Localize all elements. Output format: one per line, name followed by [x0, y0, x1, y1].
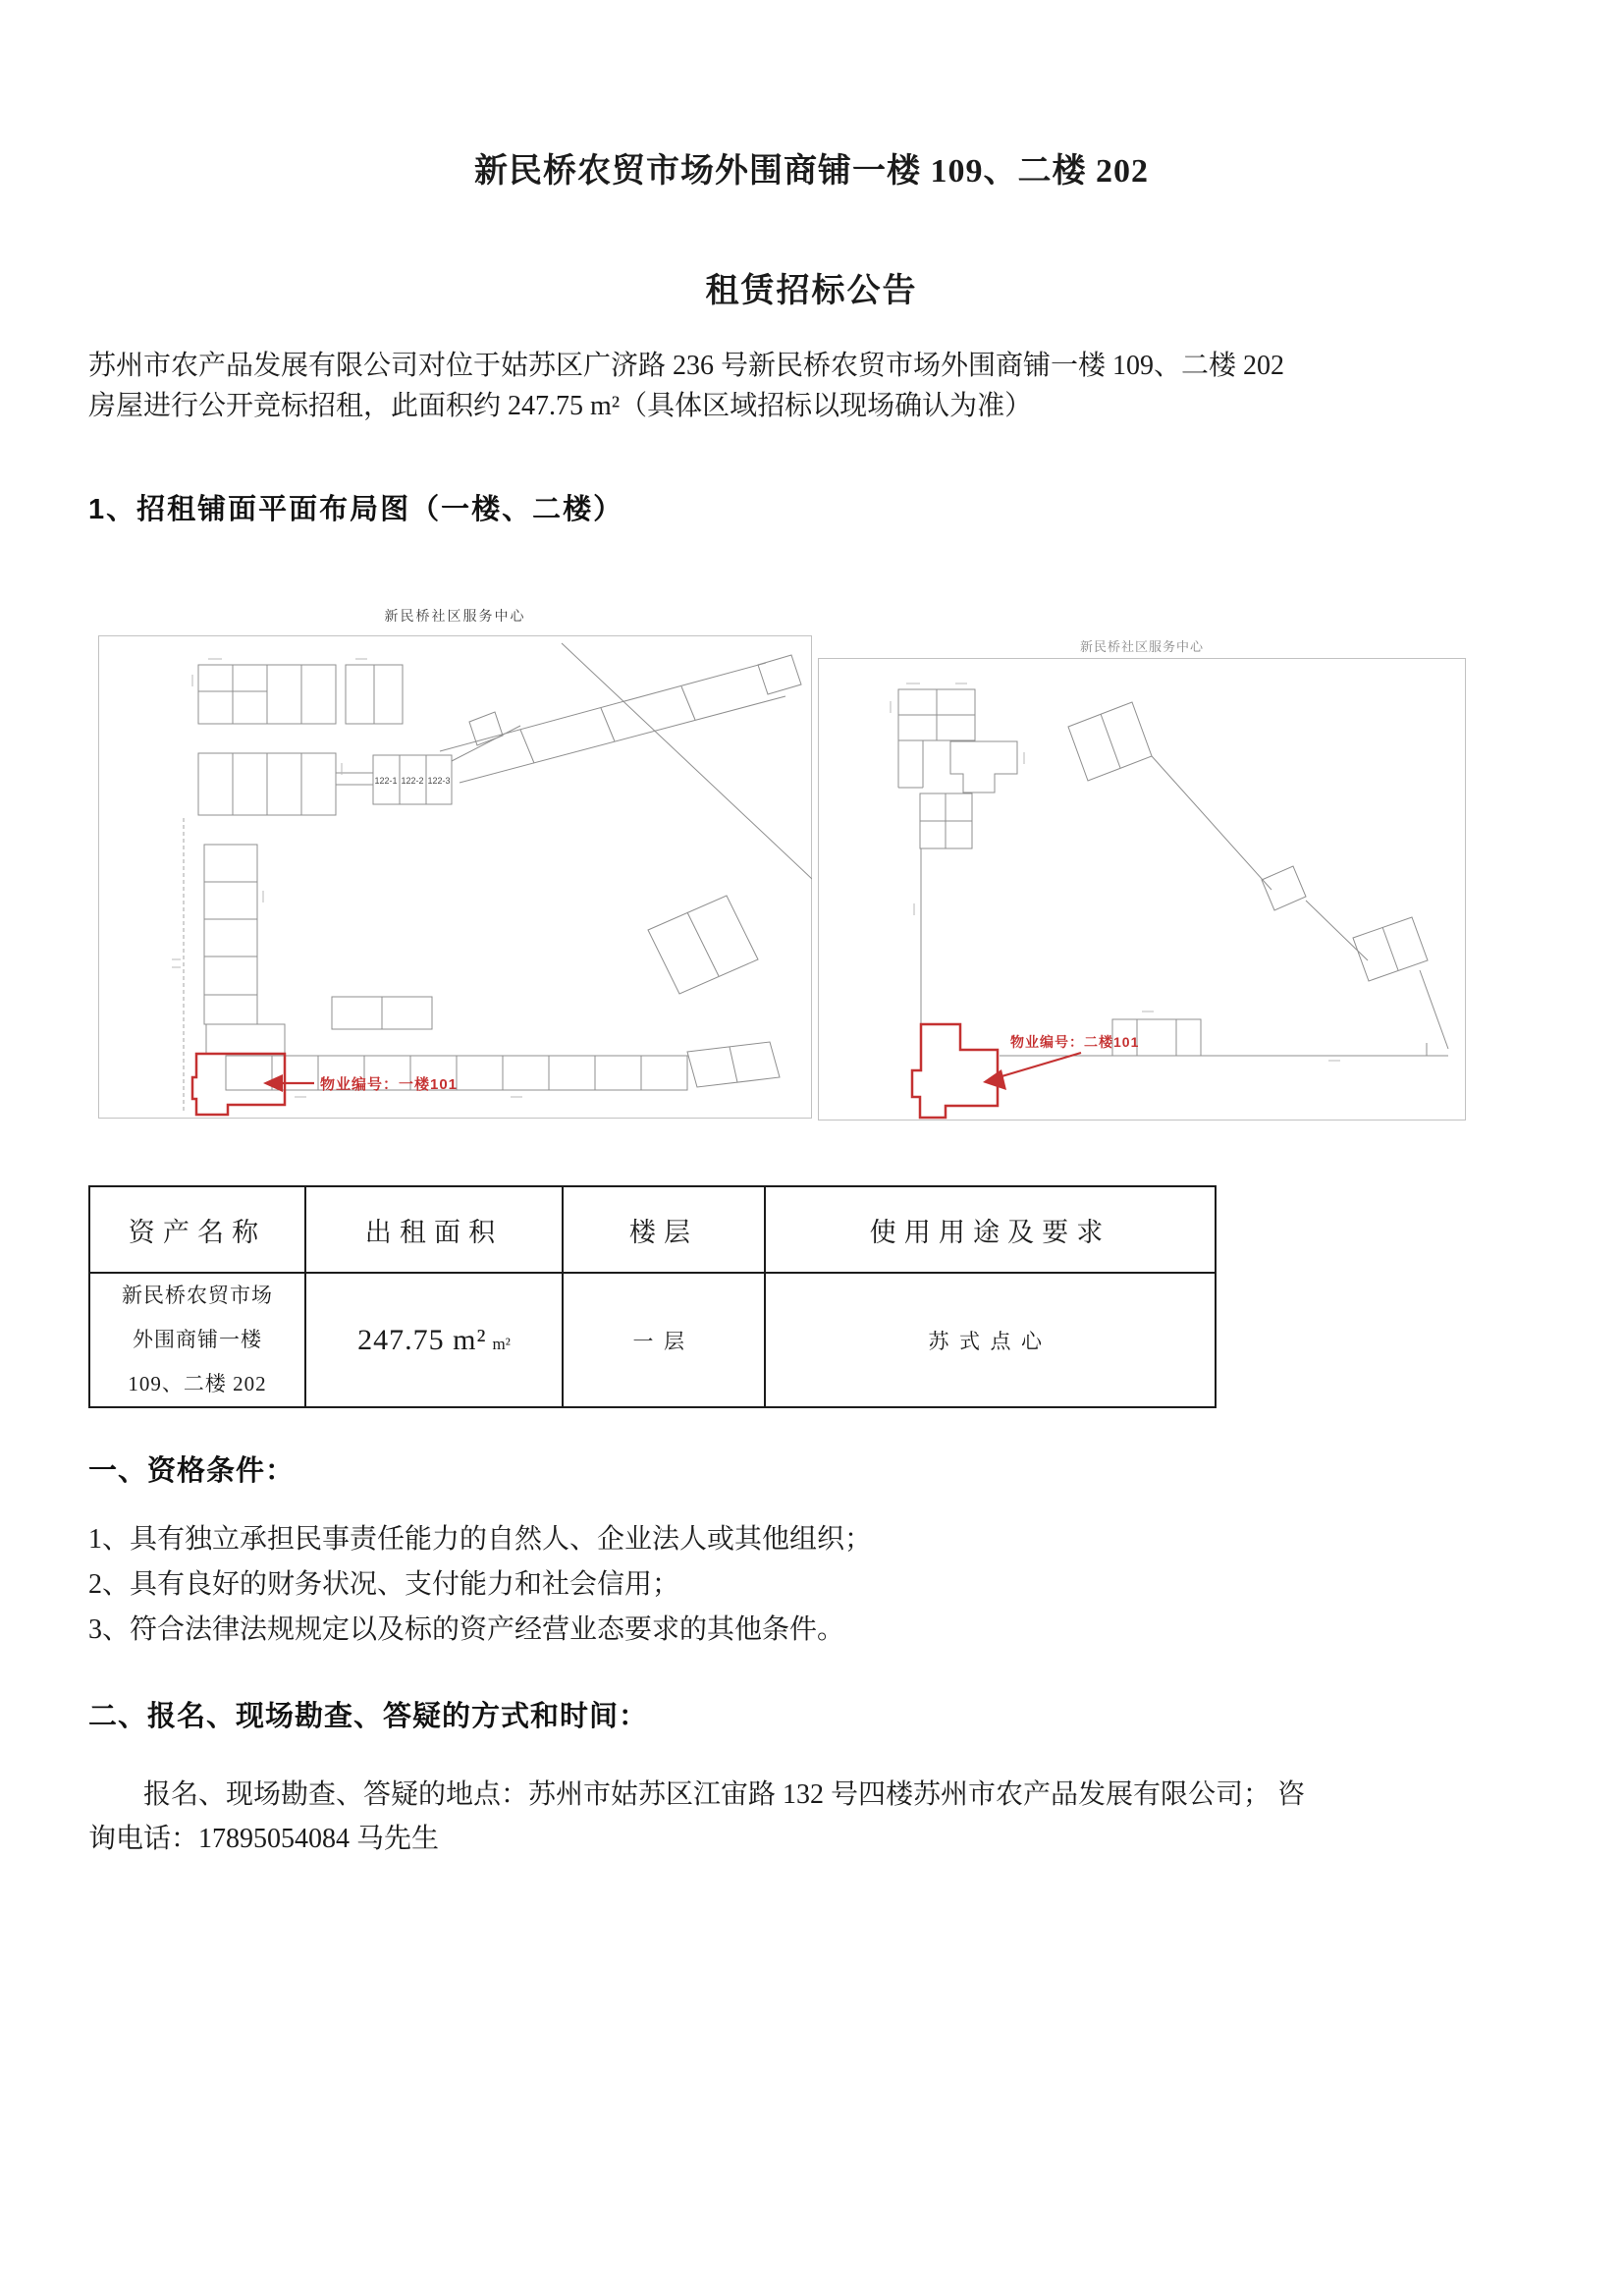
page-subtitle: 租赁招标公告 — [705, 273, 918, 309]
rent-area-cell — [305, 1273, 563, 1407]
floor-plan-1f-caption: 新民桥社区服务中心 — [384, 610, 526, 625]
asset-table — [88, 1185, 1217, 1408]
asset-name-line-1: 新民桥农贸市场 — [122, 1284, 273, 1307]
intro-line-1: 苏州市农产品发展有限公司对位于姑苏区广济路 236 号新民桥农贸市场外围商铺一楼 109、二楼 202 — [88, 351, 1285, 381]
usage-cell — [765, 1273, 1216, 1407]
room-number-labels — [374, 776, 450, 786]
asset-table-header-row — [89, 1186, 1216, 1273]
qualification-item-1: 1、具有独立承担民事责任能力的自然人、企业法人或其他组织； — [88, 1524, 873, 1555]
asset-table-data-row — [89, 1273, 1216, 1407]
qualification-item-2: 2、具有良好的财务状况、支付能力和社会信用； — [88, 1569, 680, 1600]
qualification-item-3: 3、符合法律法规规定以及标的资产经营业态要求的其他条件。 — [88, 1614, 845, 1645]
registration-heading: 二、报名、现场勘查、答疑的方式和时间： — [88, 1701, 649, 1732]
registration-line-2: 询电话：17895054084 马先生 — [88, 1824, 440, 1854]
header-rent-area: 出租面积 — [305, 1186, 563, 1273]
usage-value: 苏式点心 — [928, 1329, 1053, 1353]
floor-plan-2f-panel — [818, 658, 1466, 1121]
header-usage: 使用用途及要求 — [765, 1186, 1216, 1273]
intro-paragraph — [88, 346, 1542, 426]
highlight-label-1f: 物业编号：一楼101 — [320, 1076, 459, 1093]
floor-cell — [563, 1273, 765, 1407]
room-label-122-2: 122-2 — [401, 776, 424, 786]
floor-plan-1f-panel — [98, 635, 812, 1119]
highlight-label-2f: 物业编号：二楼101 — [1010, 1034, 1140, 1050]
registration-paragraph — [88, 1773, 1542, 1861]
qualification-heading: 一、资格条件： — [88, 1455, 296, 1487]
floor-plan-1f-drawing — [98, 635, 812, 1119]
floor-plan-2f-caption: 新民桥社区服务中心 — [1079, 639, 1204, 654]
room-label-122-1: 122-1 — [374, 776, 398, 786]
asset-name-cell — [89, 1273, 305, 1407]
asset-name-line-3: 109、二楼 202 — [128, 1372, 267, 1395]
asset-name-line-2: 外围商铺一楼 — [133, 1328, 262, 1351]
floor-plan-2f-drawing — [818, 658, 1466, 1121]
rent-area-extra-unit: m² — [492, 1334, 511, 1353]
header-floor: 楼层 — [563, 1186, 765, 1273]
layout-section-heading: 1、招租铺面平面布局图（一楼、二楼） — [88, 494, 624, 525]
rent-area-value: 247.75 m² — [357, 1323, 487, 1356]
floor-value: 一层 — [632, 1329, 695, 1353]
registration-line-1: 报名、现场勘查、答疑的地点：苏州市姑苏区江宙路 132 号四楼苏州市农产品发展有限公司； 咨 — [143, 1779, 1306, 1810]
room-label-122-3: 122-3 — [427, 776, 451, 786]
qualification-list — [88, 1517, 1542, 1653]
intro-line-2: 房屋进行公开竞标招租，此面积约 247.75 m²（具体区域招标以现场确认为准） — [88, 391, 1033, 421]
header-asset-name: 资产名称 — [89, 1186, 305, 1273]
page-title: 新民桥农贸市场外围商铺一楼 109、二楼 202 — [474, 153, 1149, 190]
